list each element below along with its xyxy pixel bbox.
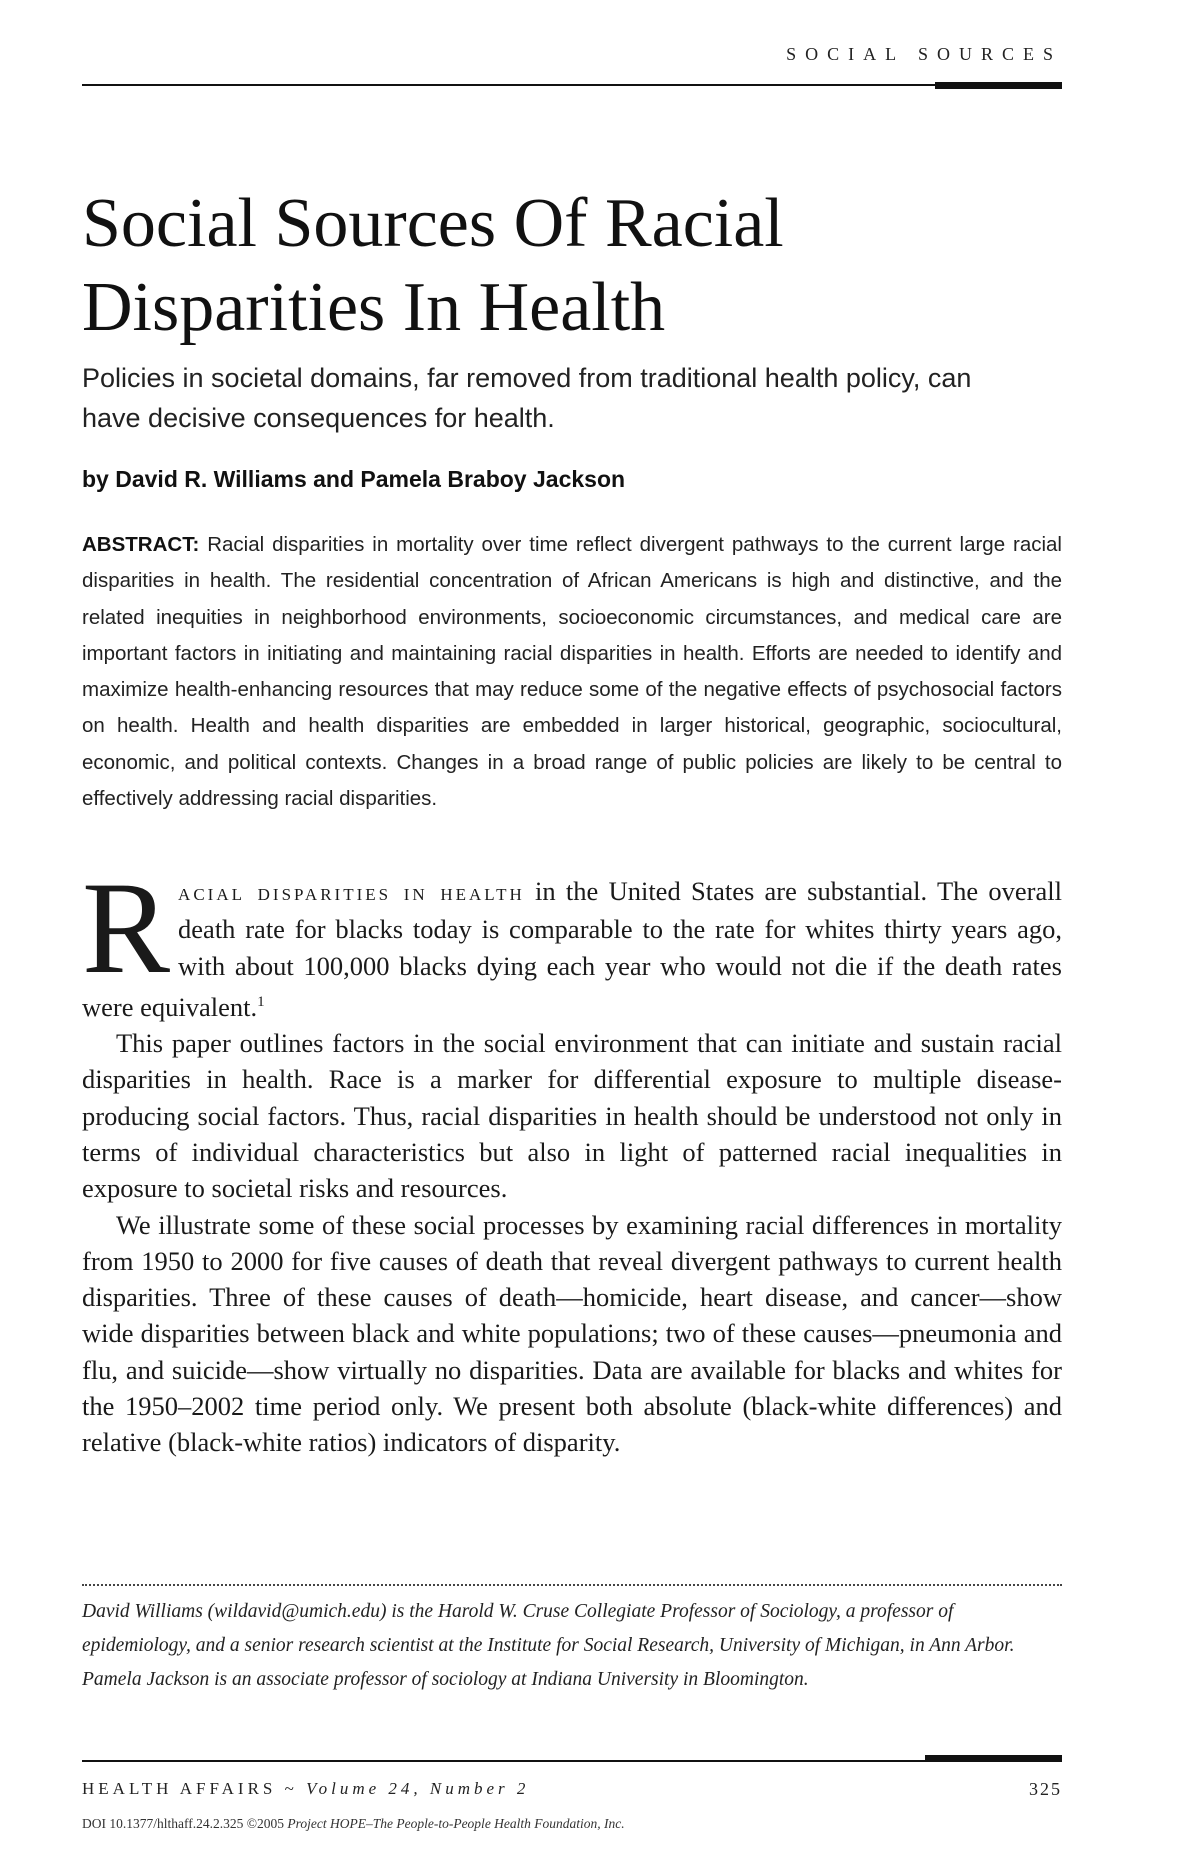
footer-rule bbox=[82, 1760, 1062, 1762]
footnote-ref-1[interactable]: 1 bbox=[257, 993, 265, 1010]
footnote-rule bbox=[82, 1584, 1062, 1586]
running-head: SOCIAL SOURCES bbox=[786, 44, 1062, 64]
body-paragraph-3: We illustrate some of these social processes by examining racial differences in mortality from 1950 to 2000 for five causes of death that reveal divergent pathways to current health disparities. Three of these causes of death—homicide, heart disease, and cancer—show wide disparities between black and white populations; two of these causes—pneumonia and flu, and suicide—show virtually no disparities. Data are available for blacks and whites for the 1950–2002 time period only. We present both absolute (black-white differences) and relative (black-white ratios) indicators of disparity. bbox=[82, 1209, 1062, 1458]
body-paragraph-2: This paper outlines factors in the social environment that can initiate and sustain racial disparities in health. Race is a marker for differential exposure to multiple disease-producing social factors. Thus, racial disparities in health should be understood not only in terms of individual characteristics but also in light of patterned racial inequalities in exposure to societal risks and resources. bbox=[82, 1028, 1062, 1204]
article-body bbox=[82, 854, 1062, 1461]
abstract-text: Racial disparities in mortality over time reflect divergent pathways to the current large racial disparities in health. The residential concentration of African Americans is high and distinctive, and the related inequities in neighborhood environments, socioeconomic circumstances, and medical care are important factors in initiating and maintaining racial disparities in health. Efforts are needed to identify and maximize health-enhancing resources that may reduce some of the negative effects of psychosocial factors on health. Health and health disparities are embedded in larger historical, geographic, sociocultural, economic, and political contexts. Changes in a broad range of public policies are likely to be central to effectively addressing racial disparities. bbox=[82, 533, 1062, 811]
body-paragraph-1 bbox=[82, 854, 1062, 1025]
article-byline: by David R. Williams and Pamela Braboy Jackson bbox=[82, 466, 626, 492]
header-rule-accent bbox=[935, 82, 1062, 89]
author-note: David Williams (wildavid@umich.edu) is the Harold W. Cruse Collegiate Professor of Sociology, a professor of epidemiology, and a senior research scientist at the Institute for Social Research, University of Michigan, in Ann Arbor. Pamela Jackson is an associate professor of sociology at Indiana University in Bloomington. bbox=[82, 1601, 1015, 1690]
article-title bbox=[82, 182, 982, 350]
header-rule bbox=[82, 84, 1062, 86]
doi-text: DOI 10.1377/hlthaff.24.2.325 ©2005 bbox=[82, 1816, 288, 1831]
abstract bbox=[82, 527, 1062, 817]
journal-separator: ~ bbox=[276, 1779, 307, 1798]
doi-publisher: Project HOPE–The People-to-People Health Foundation, Inc. bbox=[287, 1816, 625, 1831]
article-subtitle: Policies in societal domains, far removed from traditional health policy, can have decisive consequences for health. bbox=[82, 363, 972, 433]
lead-in-smallcaps: acial disparities in health bbox=[178, 880, 525, 906]
journal-volume: Volume 24, Number 2 bbox=[306, 1779, 530, 1798]
article-title-line-2: Disparities In Health bbox=[82, 269, 666, 346]
drop-cap: R bbox=[82, 854, 171, 1001]
journal-name: HEALTH AFFAIRS bbox=[82, 1779, 277, 1798]
footer-rule-accent bbox=[925, 1755, 1062, 1762]
body-paragraph-1-text: in the United States are substantial. The overall death rate for blacks today is comparable to the rate for whites thirty years ago, with about 100,000 blacks dying each year who would not die if the death rates were equivalent. bbox=[82, 876, 1062, 1022]
abstract-label: ABSTRACT: bbox=[82, 533, 200, 556]
page-number: 325 bbox=[1029, 1779, 1062, 1799]
article-title-line-1: Social Sources Of Racial bbox=[82, 185, 784, 262]
doi-line bbox=[82, 1816, 625, 1832]
journal-citation bbox=[82, 1779, 529, 1799]
